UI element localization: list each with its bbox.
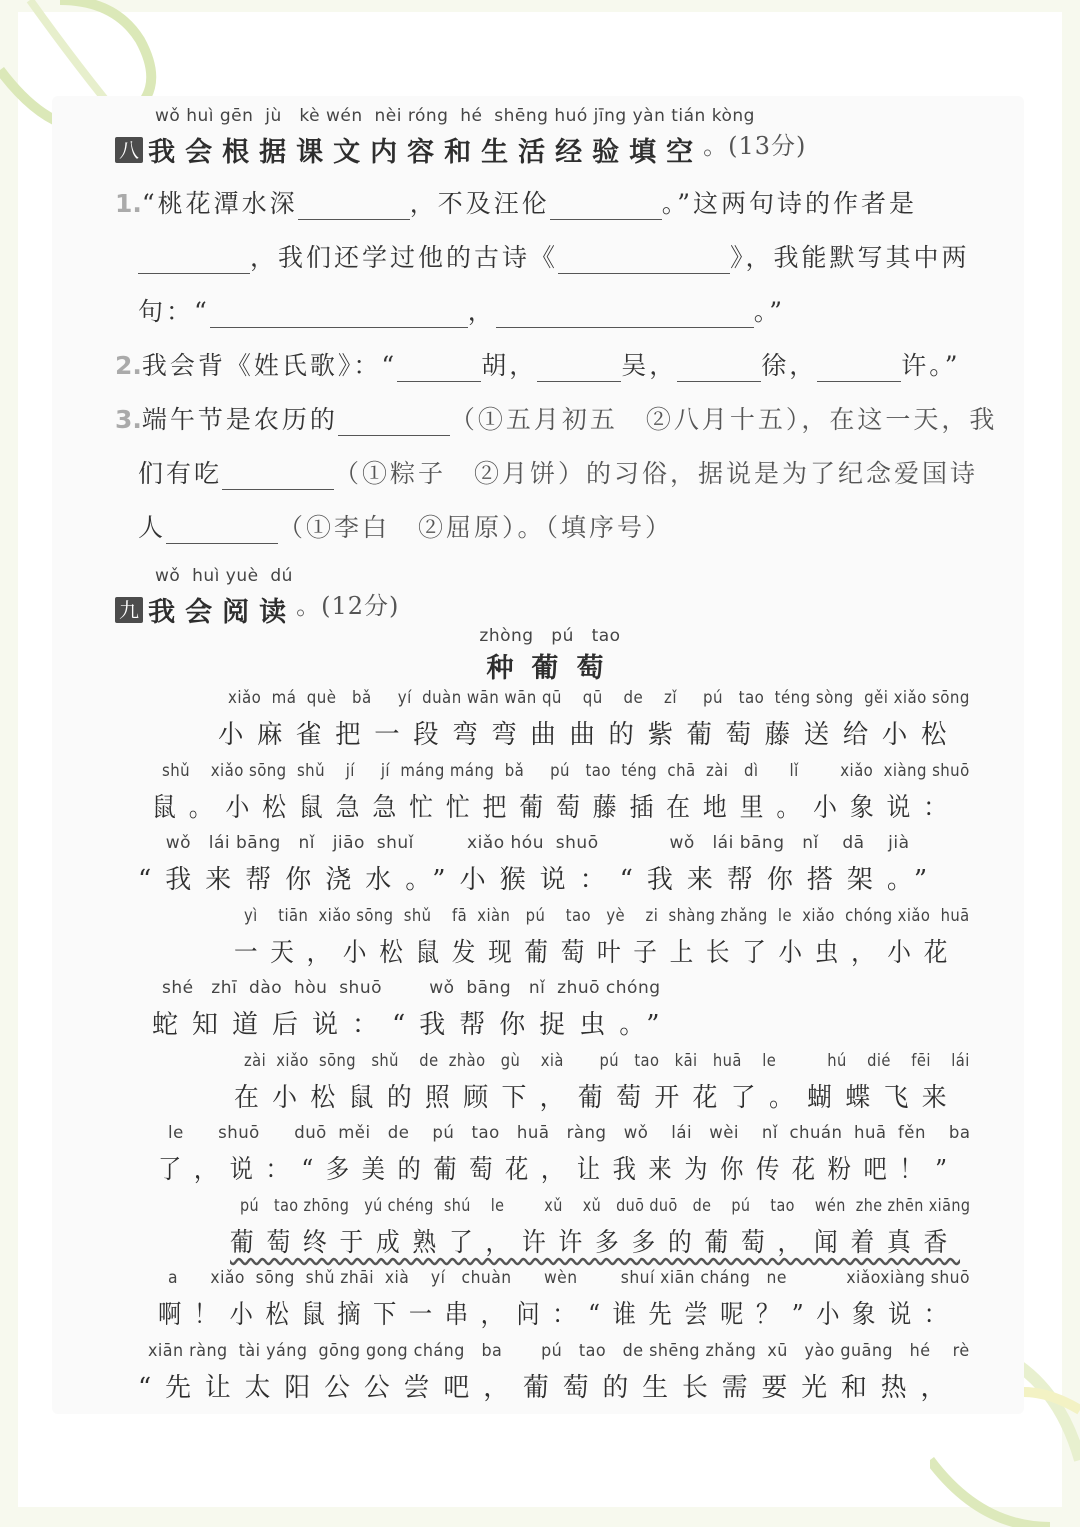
q3-text-f: （①李白 ②屈原）。（填序号） — [278, 513, 674, 542]
q1-blank-6[interactable] — [496, 301, 754, 328]
story-title-block — [0, 626, 1080, 685]
question-1-line-2 — [138, 238, 970, 274]
story-line-text: 啊！小松鼠摘下一串，问：“谁先尝呢？”小象说： — [158, 1300, 960, 1330]
story-line-pinyin: pú tao zhōng yú chéng shú le xǔ xǔ duō duō de pú tao wén zhe zhēn xiāng — [240, 1195, 971, 1216]
q2-blank-1[interactable] — [397, 355, 481, 382]
q2-blank-2[interactable] — [537, 355, 621, 382]
q1-text-d: ，我们还学过他的古诗《 — [250, 243, 559, 272]
section-8-title: 我会根据课文内容和生活经验填空 — [148, 137, 704, 168]
story-line-pinyin: a xiǎo sōng shǔ zhāi xià yí chuàn wèn shuí xiān cháng ne xiǎoxiàng shuō — [168, 1268, 970, 1288]
story-line-pinyin: wǒ lái bāng nǐ jiāo shuǐ xiǎo hóu shuō wǒ lái bāng nǐ dā jià — [148, 833, 910, 853]
story-title: 种葡萄 — [486, 653, 622, 684]
story-line — [138, 978, 960, 1044]
q2-blank-3[interactable] — [677, 355, 761, 382]
q1-blank-5[interactable] — [210, 301, 468, 328]
story-line-text: 小麻雀把一段弯弯曲曲的紫葡萄藤送给小松 — [218, 720, 961, 750]
story-line-text: 了，说：“多美的葡萄花，让我来为你传花粉吧！” — [158, 1155, 960, 1185]
section-8-pinyin: wǒ huì gēn jù kè wén nèi róng hé shēng huó jīng yàn tián kòng — [155, 106, 755, 126]
q1-blank-4[interactable] — [558, 247, 730, 274]
story-line-text: 在小松鼠的照顾下，葡萄开花了。蝴蝶飞来 — [234, 1082, 961, 1113]
story-line-pinyin: yì tiān xiǎo sōng shǔ fā xiàn pú tao yè zi shàng zhǎng le xiǎo chóng xiǎo huā — [244, 905, 970, 926]
section-9-badge: 九 — [115, 597, 143, 623]
q2-text-c: 吴， — [621, 351, 678, 380]
q1-blank-2[interactable] — [550, 193, 662, 220]
q2-blank-4[interactable] — [817, 355, 901, 382]
story-line-text: 葡萄终于成熟了，许许多多的葡萄，闻着真香 — [230, 1227, 961, 1258]
q3-text-a: 端午节是农历的 — [141, 405, 338, 434]
q1-text-e: 》，我能默写其中两 — [730, 243, 970, 272]
question-3-line-3 — [138, 508, 673, 544]
story-line-pinyin: xiǎo má què bǎ yí duàn wān wān qū qū de zǐ pú tao téng sòng gěi xiǎo sōng — [228, 688, 970, 708]
question-3-line-1 — [115, 400, 997, 436]
story-line-pinyin: xiān ràng tài yáng gōng gong cháng ba pú tao de shēng zhǎng xū yào guāng hé rè — [148, 1340, 970, 1361]
q3-text-c: 们有吃 — [138, 459, 223, 488]
q1-blank-1[interactable] — [298, 193, 410, 220]
section-8-badge: 八 — [115, 137, 143, 163]
question-2 — [115, 346, 961, 382]
section-8-header — [115, 106, 806, 169]
q2-text-a: 我会背《姓氏歌》：“ — [141, 351, 398, 380]
question-3-line-2 — [138, 454, 978, 490]
q1-text-f: 句：“ — [138, 297, 210, 326]
q2-text-d: 徐， — [761, 351, 818, 380]
story-line-pinyin: zài xiǎo sōng shǔ de zhào gù xià pú tao kāi huā le hú dié fēi lái — [244, 1050, 970, 1071]
q3-blank-3[interactable] — [166, 517, 278, 544]
q3-blank-1[interactable] — [338, 409, 450, 436]
story-line-text: 一天，小松鼠发现葡萄叶子上长了小虫，小花 — [234, 937, 961, 968]
q3-text-b: （①五月初五 ②八月十五），在这一天，我 — [449, 405, 998, 434]
section-8-score: 。(13分) — [703, 132, 807, 160]
story-title-pinyin: zhòng pú tao — [479, 626, 621, 646]
q3-text-e: 人 — [138, 513, 167, 542]
story-line — [138, 1123, 971, 1189]
story-line-text: “先让太阳公公尝吧，葡萄的生长需要光和热， — [138, 1372, 961, 1403]
question-1-line-3 — [138, 292, 785, 328]
story-line — [138, 1050, 970, 1117]
question-1-number: 1. — [115, 189, 142, 218]
q1-text-h: 。” — [753, 297, 786, 326]
q1-blank-3[interactable] — [138, 247, 250, 274]
story-line-text: “我来帮你浇水。”小猴说：“我来帮你搭架。” — [138, 865, 942, 895]
q3-text-d: （①粽子 ②月饼）的习俗，据说是为了纪念爱国诗 — [334, 459, 979, 488]
section-9-header — [115, 566, 399, 629]
story-line — [138, 1195, 971, 1262]
story-line — [138, 688, 970, 754]
story-line-pinyin: shǔ xiǎo sōng shǔ jí jí máng máng bǎ pú tao téng chā zài dì lǐ xiǎo xiàng shuō — [162, 760, 970, 781]
q1-text-a: “桃花潭水深 — [141, 189, 298, 218]
q1-text-c: 。”这两句诗的作者是 — [661, 189, 917, 218]
question-2-number: 2. — [115, 351, 142, 380]
story-line — [138, 760, 970, 827]
story-line — [138, 833, 960, 899]
q1-text-b: ，不及汪伦 — [409, 189, 550, 218]
story-line — [138, 905, 970, 972]
story-line — [138, 1268, 970, 1334]
section-9-score: 。(12分) — [296, 592, 400, 620]
q3-blank-2[interactable] — [222, 463, 334, 490]
story-line-text: 蛇知道后说：“我帮你捉虫。” — [152, 1010, 674, 1040]
q2-text-e: 许。” — [901, 351, 961, 380]
story-line-pinyin: le shuō duō měi de pú tao huā ràng wǒ lái wèi nǐ chuán huā fěn ba — [168, 1123, 971, 1143]
story-line-pinyin: shé zhī dào hòu shuō wǒ bāng nǐ zhuō chóng — [162, 978, 661, 998]
story-line-text: 鼠。小松鼠急急忙忙把葡萄藤插在地里。小象说： — [152, 792, 961, 823]
q1-text-g: ， — [467, 297, 496, 326]
question-1-line-1 — [115, 184, 917, 220]
story-line — [138, 1340, 970, 1407]
question-3-number: 3. — [115, 405, 142, 434]
q2-text-b: 胡， — [481, 351, 538, 380]
section-9-pinyin: wǒ huì yuè dú — [155, 566, 293, 586]
section-9-title: 我会阅读 — [148, 597, 297, 628]
